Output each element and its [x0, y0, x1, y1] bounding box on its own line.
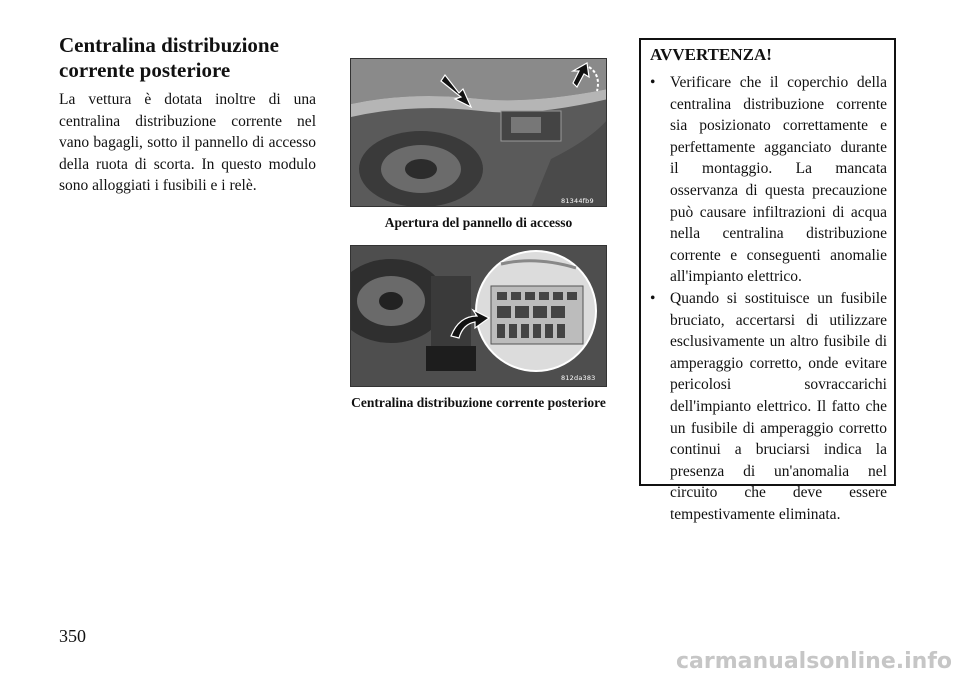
figure-code: 81344fb9: [561, 197, 594, 205]
bullet-icon: •: [650, 74, 656, 91]
warning-box: [639, 38, 896, 523]
section-title: Centralina distribuzione corrente posteriore: [59, 33, 279, 82]
page-number: 350: [59, 626, 86, 646]
section-body: La vettura è dotata inoltre di una centralina distribuzione corrente nel vano bagagli, sotto il pannello di accesso della ruota di scorta. In questo modulo sono alloggiati i fusibili e i relè.: [59, 91, 316, 195]
bullet-icon: •: [650, 289, 656, 307]
figure-code: 812da383: [561, 374, 596, 382]
trunk-access-panel-photo: [350, 58, 607, 207]
rear-power-distribution-center-photo: [350, 245, 607, 387]
figure-caption: Centralina distribuzione corrente posteriore: [351, 395, 606, 410]
warning-title: AVVERTENZA!: [650, 45, 772, 64]
watermark: carmanualsonline.info: [676, 649, 952, 674]
figure-caption: Apertura del pannello di accesso: [384, 215, 573, 230]
warning-list: [650, 72, 887, 525]
warning-item: • Quando si sostituisce un fusibile bruciato, accertarsi di utilizzare esclusivamente un altro fusibile di amperaggio corretto, onde evitare pericolosi sovraccarichi dell'impianto elettrico. Il fatto che un fusibile di amperaggio corretto continui a bruciarsi indica la presenza di un'anomalia nel circuito che deve essere tempestivamente eliminata.: [650, 289, 887, 523]
warning-item: • Verificare che il coperchio della centralina distribuzione corrente sia posizionato correttamente e perfettamente agganciato durante il montaggio. La mancata osservanza di questa precauzione può causare infiltrazioni di acqua nella centralina distribuzione corrente e conseguenti anomalie all'impianto elettrico.: [650, 74, 887, 286]
